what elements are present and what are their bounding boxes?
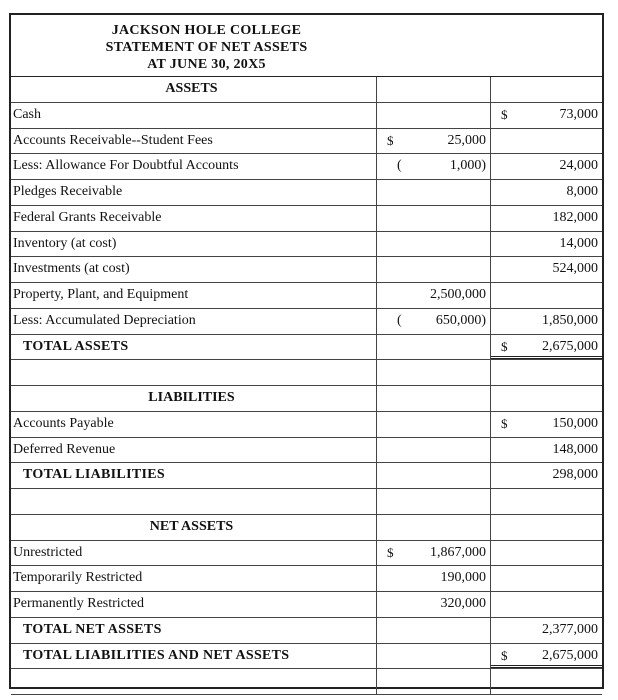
row-label: Property, Plant, and Equipment bbox=[13, 287, 189, 302]
total-value: 24,000 bbox=[559, 158, 598, 174]
line-item-row bbox=[11, 257, 602, 283]
section-header bbox=[11, 515, 602, 541]
row-label: TOTAL ASSETS bbox=[23, 338, 129, 354]
row-label: Investments (at cost) bbox=[13, 261, 130, 277]
row-label: Accounts Receivable--Student Fees bbox=[13, 132, 213, 148]
total-value: 524,000 bbox=[552, 261, 598, 277]
row-label: TOTAL LIABILITIES bbox=[23, 467, 165, 483]
line-item-row bbox=[11, 309, 602, 335]
line-item-row bbox=[11, 283, 602, 309]
row-label: Less: Accumulated Depreciation bbox=[13, 312, 196, 328]
amount-value: 2,500,000 bbox=[430, 287, 486, 302]
amount-column-1 bbox=[376, 103, 491, 128]
row-label: Permanently Restricted bbox=[13, 596, 145, 611]
amount-column-2 bbox=[491, 644, 602, 669]
amount-column-1 bbox=[376, 232, 491, 257]
statement-of-net-assets bbox=[9, 13, 604, 689]
total-value: 2,377,000 bbox=[542, 621, 598, 637]
total-value: 298,000 bbox=[552, 467, 598, 483]
total-value: 148,000 bbox=[552, 441, 598, 457]
amount-column-2 bbox=[491, 592, 602, 617]
amount-column-2 bbox=[491, 515, 602, 540]
amount-column-1 bbox=[376, 438, 491, 463]
amount-column-2 bbox=[491, 103, 602, 128]
total-value: 2,675,000 bbox=[542, 647, 598, 663]
line-item-row bbox=[11, 180, 602, 206]
amount-column-2 bbox=[491, 360, 602, 385]
amount-column-2 bbox=[491, 386, 602, 411]
amount-column-1 bbox=[376, 283, 491, 308]
college-name: JACKSON HOLE COLLEGE bbox=[111, 23, 302, 38]
section-header bbox=[11, 77, 602, 103]
amount-value: 1,000) bbox=[449, 158, 486, 174]
row-label: ASSETS bbox=[165, 81, 218, 96]
total-row bbox=[11, 463, 602, 489]
amount-column-1 bbox=[376, 129, 491, 154]
amount-column-2 bbox=[491, 335, 602, 360]
total-row bbox=[11, 644, 602, 670]
line-item-row bbox=[11, 412, 602, 438]
dollar-sign: $ bbox=[501, 338, 508, 354]
amount-column-2 bbox=[491, 618, 602, 643]
amount-column-1 bbox=[376, 412, 491, 437]
dollar-sign: $ bbox=[387, 544, 394, 560]
amount-column-1 bbox=[376, 77, 491, 102]
row-label: NET ASSETS bbox=[149, 518, 234, 534]
amount-value: 1,867,000 bbox=[430, 544, 486, 560]
total-value: 8,000 bbox=[566, 184, 598, 199]
statement-name: STATEMENT OF NET ASSETS bbox=[105, 40, 308, 55]
line-item-row bbox=[11, 129, 602, 155]
blank-row bbox=[11, 360, 602, 386]
amount-column-1 bbox=[376, 335, 491, 360]
row-label: Accounts Payable bbox=[13, 415, 114, 431]
amount-column-2 bbox=[491, 77, 602, 102]
amount-value: 320,000 bbox=[440, 596, 486, 611]
statement-date: AT JUNE 30, 20X5 bbox=[147, 57, 266, 72]
amount-column-2 bbox=[491, 566, 602, 591]
dollar-sign: $ bbox=[501, 106, 508, 122]
amount-column-1 bbox=[376, 386, 491, 411]
line-item-row bbox=[11, 103, 602, 129]
amount-column-2 bbox=[491, 669, 602, 694]
amount-value: 650,000) bbox=[435, 312, 486, 328]
row-label: Unrestricted bbox=[13, 544, 83, 560]
dollar-sign: $ bbox=[501, 647, 508, 663]
row-label: Cash bbox=[13, 106, 41, 122]
amount-column-1 bbox=[376, 618, 491, 643]
amount-value: 25,000 bbox=[447, 132, 486, 148]
total-row bbox=[11, 335, 602, 361]
total-value: 14,000 bbox=[559, 235, 598, 251]
statement-title bbox=[11, 15, 602, 77]
dollar-sign: $ bbox=[501, 415, 508, 431]
amount-value: 190,000 bbox=[440, 570, 486, 586]
line-item-row bbox=[11, 541, 602, 567]
total-value: 182,000 bbox=[552, 209, 598, 225]
line-item-row bbox=[11, 566, 602, 592]
amount-column-2 bbox=[491, 438, 602, 463]
amount-column-1 bbox=[376, 360, 491, 385]
total-value: 2,675,000 bbox=[542, 338, 598, 354]
amount-column-1 bbox=[376, 180, 491, 205]
total-value: 150,000 bbox=[552, 415, 598, 431]
row-label: Temporarily Restricted bbox=[13, 570, 143, 586]
amount-column-1 bbox=[376, 515, 491, 540]
line-item-row bbox=[11, 232, 602, 258]
line-item-row bbox=[11, 592, 602, 618]
row-label: Federal Grants Receivable bbox=[13, 209, 162, 225]
line-item-row bbox=[11, 154, 602, 180]
amount-column-2 bbox=[491, 541, 602, 566]
amount-column-2 bbox=[491, 180, 602, 205]
amount-column-1 bbox=[376, 644, 491, 669]
blank-row bbox=[11, 669, 602, 695]
amount-column-2 bbox=[491, 489, 602, 514]
amount-column-1 bbox=[376, 257, 491, 282]
row-label: Pledges Receivable bbox=[13, 184, 123, 199]
amount-column-2 bbox=[491, 283, 602, 308]
amount-column-2 bbox=[491, 309, 602, 334]
row-label: Less: Allowance For Doubtful Accounts bbox=[13, 158, 239, 174]
amount-column-1 bbox=[376, 463, 491, 488]
amount-column-1 bbox=[376, 489, 491, 514]
amount-column-2 bbox=[491, 257, 602, 282]
amount-column-2 bbox=[491, 206, 602, 231]
amount-column-1 bbox=[376, 541, 491, 566]
amount-column-2 bbox=[491, 232, 602, 257]
amount-column-1 bbox=[376, 206, 491, 231]
dollar-sign: $ bbox=[387, 132, 394, 148]
amount-column-1 bbox=[376, 154, 491, 179]
row-label: LIABILITIES bbox=[148, 390, 235, 405]
total-row bbox=[11, 618, 602, 644]
section-header bbox=[11, 386, 602, 412]
amount-column-1 bbox=[376, 669, 491, 694]
blank-row bbox=[11, 489, 602, 515]
amount-column-1 bbox=[376, 566, 491, 591]
total-value: 73,000 bbox=[559, 106, 598, 122]
line-item-row bbox=[11, 438, 602, 464]
row-label: TOTAL NET ASSETS bbox=[23, 621, 162, 637]
amount-column-2 bbox=[491, 463, 602, 488]
open-paren: ( bbox=[397, 158, 402, 174]
amount-column-2 bbox=[491, 154, 602, 179]
open-paren: ( bbox=[397, 312, 402, 328]
total-value: 1,850,000 bbox=[542, 312, 598, 328]
row-label: Inventory (at cost) bbox=[13, 235, 117, 251]
row-label: Deferred Revenue bbox=[13, 441, 116, 457]
amount-column-1 bbox=[376, 592, 491, 617]
amount-column-2 bbox=[491, 129, 602, 154]
statement-rows bbox=[11, 77, 602, 695]
line-item-row bbox=[11, 206, 602, 232]
amount-column-1 bbox=[376, 309, 491, 334]
amount-column-2 bbox=[491, 412, 602, 437]
row-label: TOTAL LIABILITIES AND NET ASSETS bbox=[23, 647, 290, 663]
